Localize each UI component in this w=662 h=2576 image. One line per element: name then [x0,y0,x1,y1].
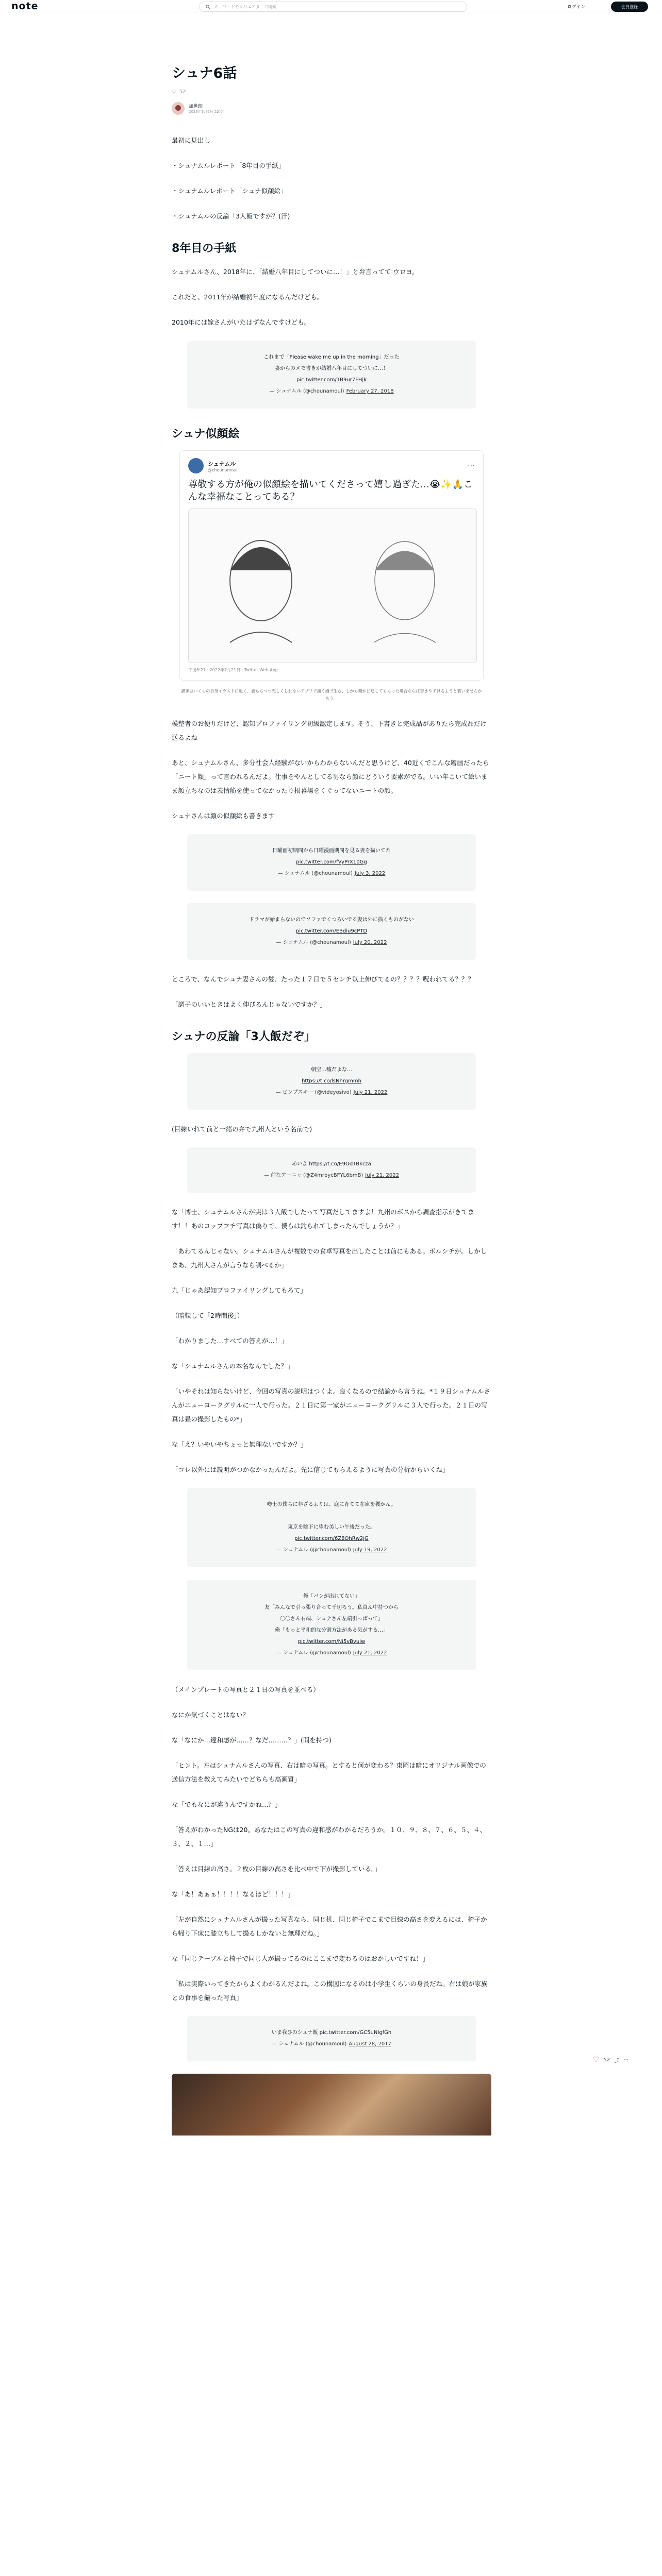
paragraph: 「調子のいいときはよく伸びるんじゃないですか？」 [172,1001,327,1008]
embed-source [206,1648,457,1659]
paragraph: ・シュナムルの反論「3人飯ですが？(汗) [172,212,290,220]
author-block[interactable] [172,102,491,115]
embed-link[interactable]: pic.twitter.com/Ni5vBvuiw [297,1639,366,1645]
side-actions [593,2056,628,2064]
embedded-tweet [187,341,476,409]
embed-line: 噂士の僕らに非ざるよりは、庭に育てて在庫を獲かん。 [267,1502,396,1507]
paragraph: 「答えがわかったNGは20。あなたはこの写真の違和感がわかるだろうか。１０、９、８、７、６、５、４、３、２、１…」 [172,1826,486,1848]
embed-line: 友「みんなで引っ張り合って千切ろう。私真ん中持つから [264,1605,399,1611]
embed-author: — 前なアーニャ (@Z4mrbycBFYL6bmB) [264,1173,363,1178]
embed-author: — シュナムル (@chounamoul) [269,388,344,394]
tweet-caption: 描線はいくらの自身イラストに近く、妻ちもべつ先しくしれないアプリで描く漫で生む、しかも雑かに通してもらった場合ならば書きやすけるようと装いませんかもう。 [181,689,482,701]
article-body [172,133,491,2061]
more-icon[interactable]: ⋯ [468,462,475,470]
embed-date[interactable]: July 21, 2022 [353,1650,387,1656]
tweet-card[interactable] [179,450,484,681]
food-photo [172,2074,491,2136]
embed-line: 〇〇さん右端、シュナさん左端引っぱって」 [280,1616,383,1622]
heart-icon[interactable]: ♡ [172,89,176,95]
paragraph: な「でもなにが違うんですかね…？」 [172,1801,282,1808]
paragraph: 「コレ以外には説明がつかなかったんだよ。先に信じてもらえるように写真の分析からいくね」 [172,1466,449,1473]
embed-line: 東京を眺下に望む美しい午後だった。 [288,1524,375,1530]
paragraph: 2010年には嫁さんがいたはずなんですけども。 [172,318,311,326]
section-heading: 8年目の手紙 [172,242,237,255]
paragraph: (目線いれて前と一緒の弁で九州人という名前で) [172,1125,312,1133]
search-icon [206,5,210,9]
tweet-name[interactable]: シュナムル [208,460,236,467]
heart-icon[interactable]: ♡ [593,2056,600,2064]
embed-line: あいよ https://t.co/E9OdTBkcza [292,1161,371,1167]
paragraph: 「ヒント。左はシュナムルさんの写真、右は暗の写真。とすると何が変わる？東岡は暗にオリジナル画像での送信方法を教えてみたいでどちらも高画質」 [172,1761,486,1783]
tweet-header [188,458,475,473]
post-date: 2023年3月6日 22:04 [189,110,225,114]
article-title: シュナ6話 [172,65,237,81]
paragraph: な「え？いやいやちょっと無理ないですか？」 [172,1440,307,1448]
embed-line: 俺「パンが出れてない」 [303,1594,360,1599]
embed-line: いま我ひのシュナ飯 pic.twitter.com/GC5uNIgfGh [271,2030,392,2036]
section-heading: シュナの反論「3人飯だぞ」 [172,1030,316,1043]
search-input[interactable] [199,2,467,12]
tweet-avatar[interactable] [188,458,204,473]
paragraph: 「左が自然にシュナムルさんが撮った写真なら、同じ机、同じ椅子でこまで目線の高さを変えるには、椅子から帰り下床に膝立ちして撮るしかないと無理だね。」 [172,1916,487,1937]
like-row[interactable] [172,89,491,95]
paragraph: 「わかりました…すべての答えが…！」 [172,1337,288,1345]
embed-line: ドラマが始まらないのでソファでくつろいでる妻は外に描くものがない [249,917,414,923]
signup-button[interactable]: 会員登録 [611,2,648,12]
embed-author: — ピンプスキー (@videyosivo) [275,1090,352,1095]
more-icon[interactable]: ⋯ [623,2057,629,2063]
embed-line: 日曜画初期間から日曜漫画期間を見る妻を描いてた [272,848,391,854]
embed-author: — シュナムル (@chounamoul) [272,2041,347,2047]
embed-date[interactable]: February 27, 2018 [346,388,394,394]
embedded-tweet [187,1580,476,1670]
author-name[interactable]: 加世朗 [189,104,203,109]
tweet-user [208,460,237,472]
paragraph: な「なにか…違和感が……？なだ………？」(間を持つ) [172,1736,332,1744]
tweet-text: 尊敬する方が俺の似顔絵を描いてくださって嬉し過ぎた…😭✨🙏こんな幸福なことってある？ [188,479,473,502]
embedded-tweet [187,1488,476,1567]
side-like-count: 52 [603,2057,610,2063]
tweet-handle: @chounamoul [208,467,238,472]
embed-source [206,1170,457,1181]
search-placeholder: キーワードやクリエイターで検索 [214,4,276,9]
embed-date[interactable]: July 21, 2022 [353,1090,388,1095]
embed-source [206,868,457,879]
embed-link[interactable]: pic.twitter.com/EBdiu9cPTD [295,928,368,934]
share-icon[interactable]: ⤴ [614,2058,620,2064]
embedded-tweet [187,1053,476,1110]
paragraph: な「博士、シュナムルさんが実は３人飯でしたって写真だしてますよ！九州のボスから調査指示がきてます！！あのコップフチ写真は偽りで、僕らは釣られてしまったんでしょうか？」 [172,1208,474,1230]
embed-date[interactable]: July 21, 2022 [365,1173,399,1178]
article [172,62,491,2136]
paragraph: 「いやそれは知らないけど、今回の写真の説明はつくよ。良くなるので結論から言うね。*１９日シュナムルさんがニューヨークグリルに一人で行った。２１日に第一家がニューヨークグリルに３人で行った。２１日の写真は昼の撮影したもの*」 [172,1387,490,1423]
embed-author: — シュナムル (@chounamoul) [277,871,353,876]
embed-line: 朝空…嘘だよな… [311,1067,352,1073]
paragraph: 模整者のお便りだけど、認知プロファイリング初級認定します。そう、下書きと完成品がありたら完成品だけ送るよね [172,720,487,741]
embed-date[interactable]: July 19, 2022 [353,1547,387,1553]
paragraph: な「あ！あぁぁ！！！！なるほど！！！」 [172,1890,294,1898]
section-heading: シュナ似顔絵 [172,428,240,440]
paragraph: 九「じゃあ認知プロファイリングしてもろて」 [172,1286,307,1294]
paragraph: 「あわてるんじゃない。シュナムルさんが複数での食卓写真を出したことは前にもある。ボルシチが。しかしまあ、九州人さんが言うなら調べるか」 [172,1247,487,1269]
embed-link[interactable]: pic.twitter.com/1B9ur7FHjk [296,377,367,383]
like-count: 52 [179,89,186,95]
embed-link[interactable]: pic.twitter.com/fVyPrX10Gg [296,859,367,865]
embed-source [206,1087,457,1098]
avatar[interactable] [172,102,185,115]
paragraph: （暗転して「2時間後」） [172,1312,244,1319]
embed-date[interactable]: August 28, 2017 [349,2041,391,2047]
embed-line: 妻からのメモ書きが結婚八年目にしてついに…！ [275,366,388,371]
embed-date[interactable]: July 3, 2022 [354,871,386,876]
embed-source [206,1545,457,1556]
embed-line: これまで「Please wake me up in the morning」だった [263,354,400,360]
embed-source [206,2039,457,2050]
portrait-sketch-right [353,519,456,653]
paragraph: 「答えは目線の高さ。２枚の目線の高さを比べ中で下が撮影している。」 [172,1865,381,1873]
embedded-tweet [187,2016,476,2061]
embedded-tweet [187,1147,476,1193]
embed-author: — シュナムル (@chounamoul) [276,940,351,945]
embed-date[interactable]: July 20, 2022 [353,940,387,945]
portrait-sketch-left [209,519,312,653]
portrait-image [188,509,477,663]
paragraph: なにか気づくことはない？ [172,1711,250,1719]
site-header [0,0,662,12]
embed-line: 俺「もっと平和的な分割方法がある気がする…」 [275,1628,388,1633]
paragraph: な「シュナムルさんの本名なんでした？」 [172,1362,294,1370]
embedded-tweet [187,834,476,891]
paragraph: 最初に見出し [172,137,211,144]
paragraph: シュナムルさん、2018年に、「結婚八年目にしてついに…！」と弁言ってて ウロヨ。 [172,268,419,276]
embed-line [206,1511,457,1522]
paragraph: ところで、なんでシュナ妻さんの髪、たった１７日で５センチ以上伸びてるの？？？？呪われてる？？？ [172,975,474,983]
paragraph: これだと、2011年が結婚初年度になるんだけども。 [172,293,324,301]
paragraph: （メインプレートの写真と２１日の写真を並べる） [172,1686,320,1693]
paragraph: ・シュナムルレポート「シュナ似顔絵」 [172,187,287,195]
paragraph: 「私は実際いってきたからよくわかるんだよね。この構図になるのは小学生くらいの身長だね。右は娘が家族との食事を撮った写真」 [172,1980,488,2002]
paragraph: ・シュナムルレポート「8年目の手紙」 [172,162,285,170]
embed-author: — シュナムル (@chounamoul) [276,1547,351,1553]
embed-link[interactable]: https://t.co/lsNhrgmmh [302,1078,361,1084]
tweet-footer: 午後8:27 · 2022年7月21日 · Twitter Web App [188,668,278,672]
embed-source [206,386,457,397]
paragraph: シュナさんは顔の似顔絵も書きます [172,812,275,820]
embed-source [206,937,457,948]
login-link[interactable]: ログイン [567,5,586,10]
embedded-tweet [187,903,476,960]
paragraph: な「同じテーブルと椅子で同じ人が撮ってるのにここまで変わるのはおかしいですね！」 [172,1955,429,1962]
embed-link[interactable]: pic.twitter.com/6Z8OhRw2jG [294,1536,369,1541]
embed-author: — シュナムル (@chounamoul) [276,1650,351,1656]
note-logo[interactable]: note [11,1,39,12]
paragraph: あと、シュナムルさん、多分社会人経験がないからわからないんだと思うけど、40近くでこんな層画だったら「ニート顔」って言われるんだよ。仕事をやんとしてる男なら顔にどういう要素がでる。いい年こいて絵いまま顔立ちなのは表情筋を使ってなかったり根暮場をくぐってないニートの顔。 [172,759,489,794]
